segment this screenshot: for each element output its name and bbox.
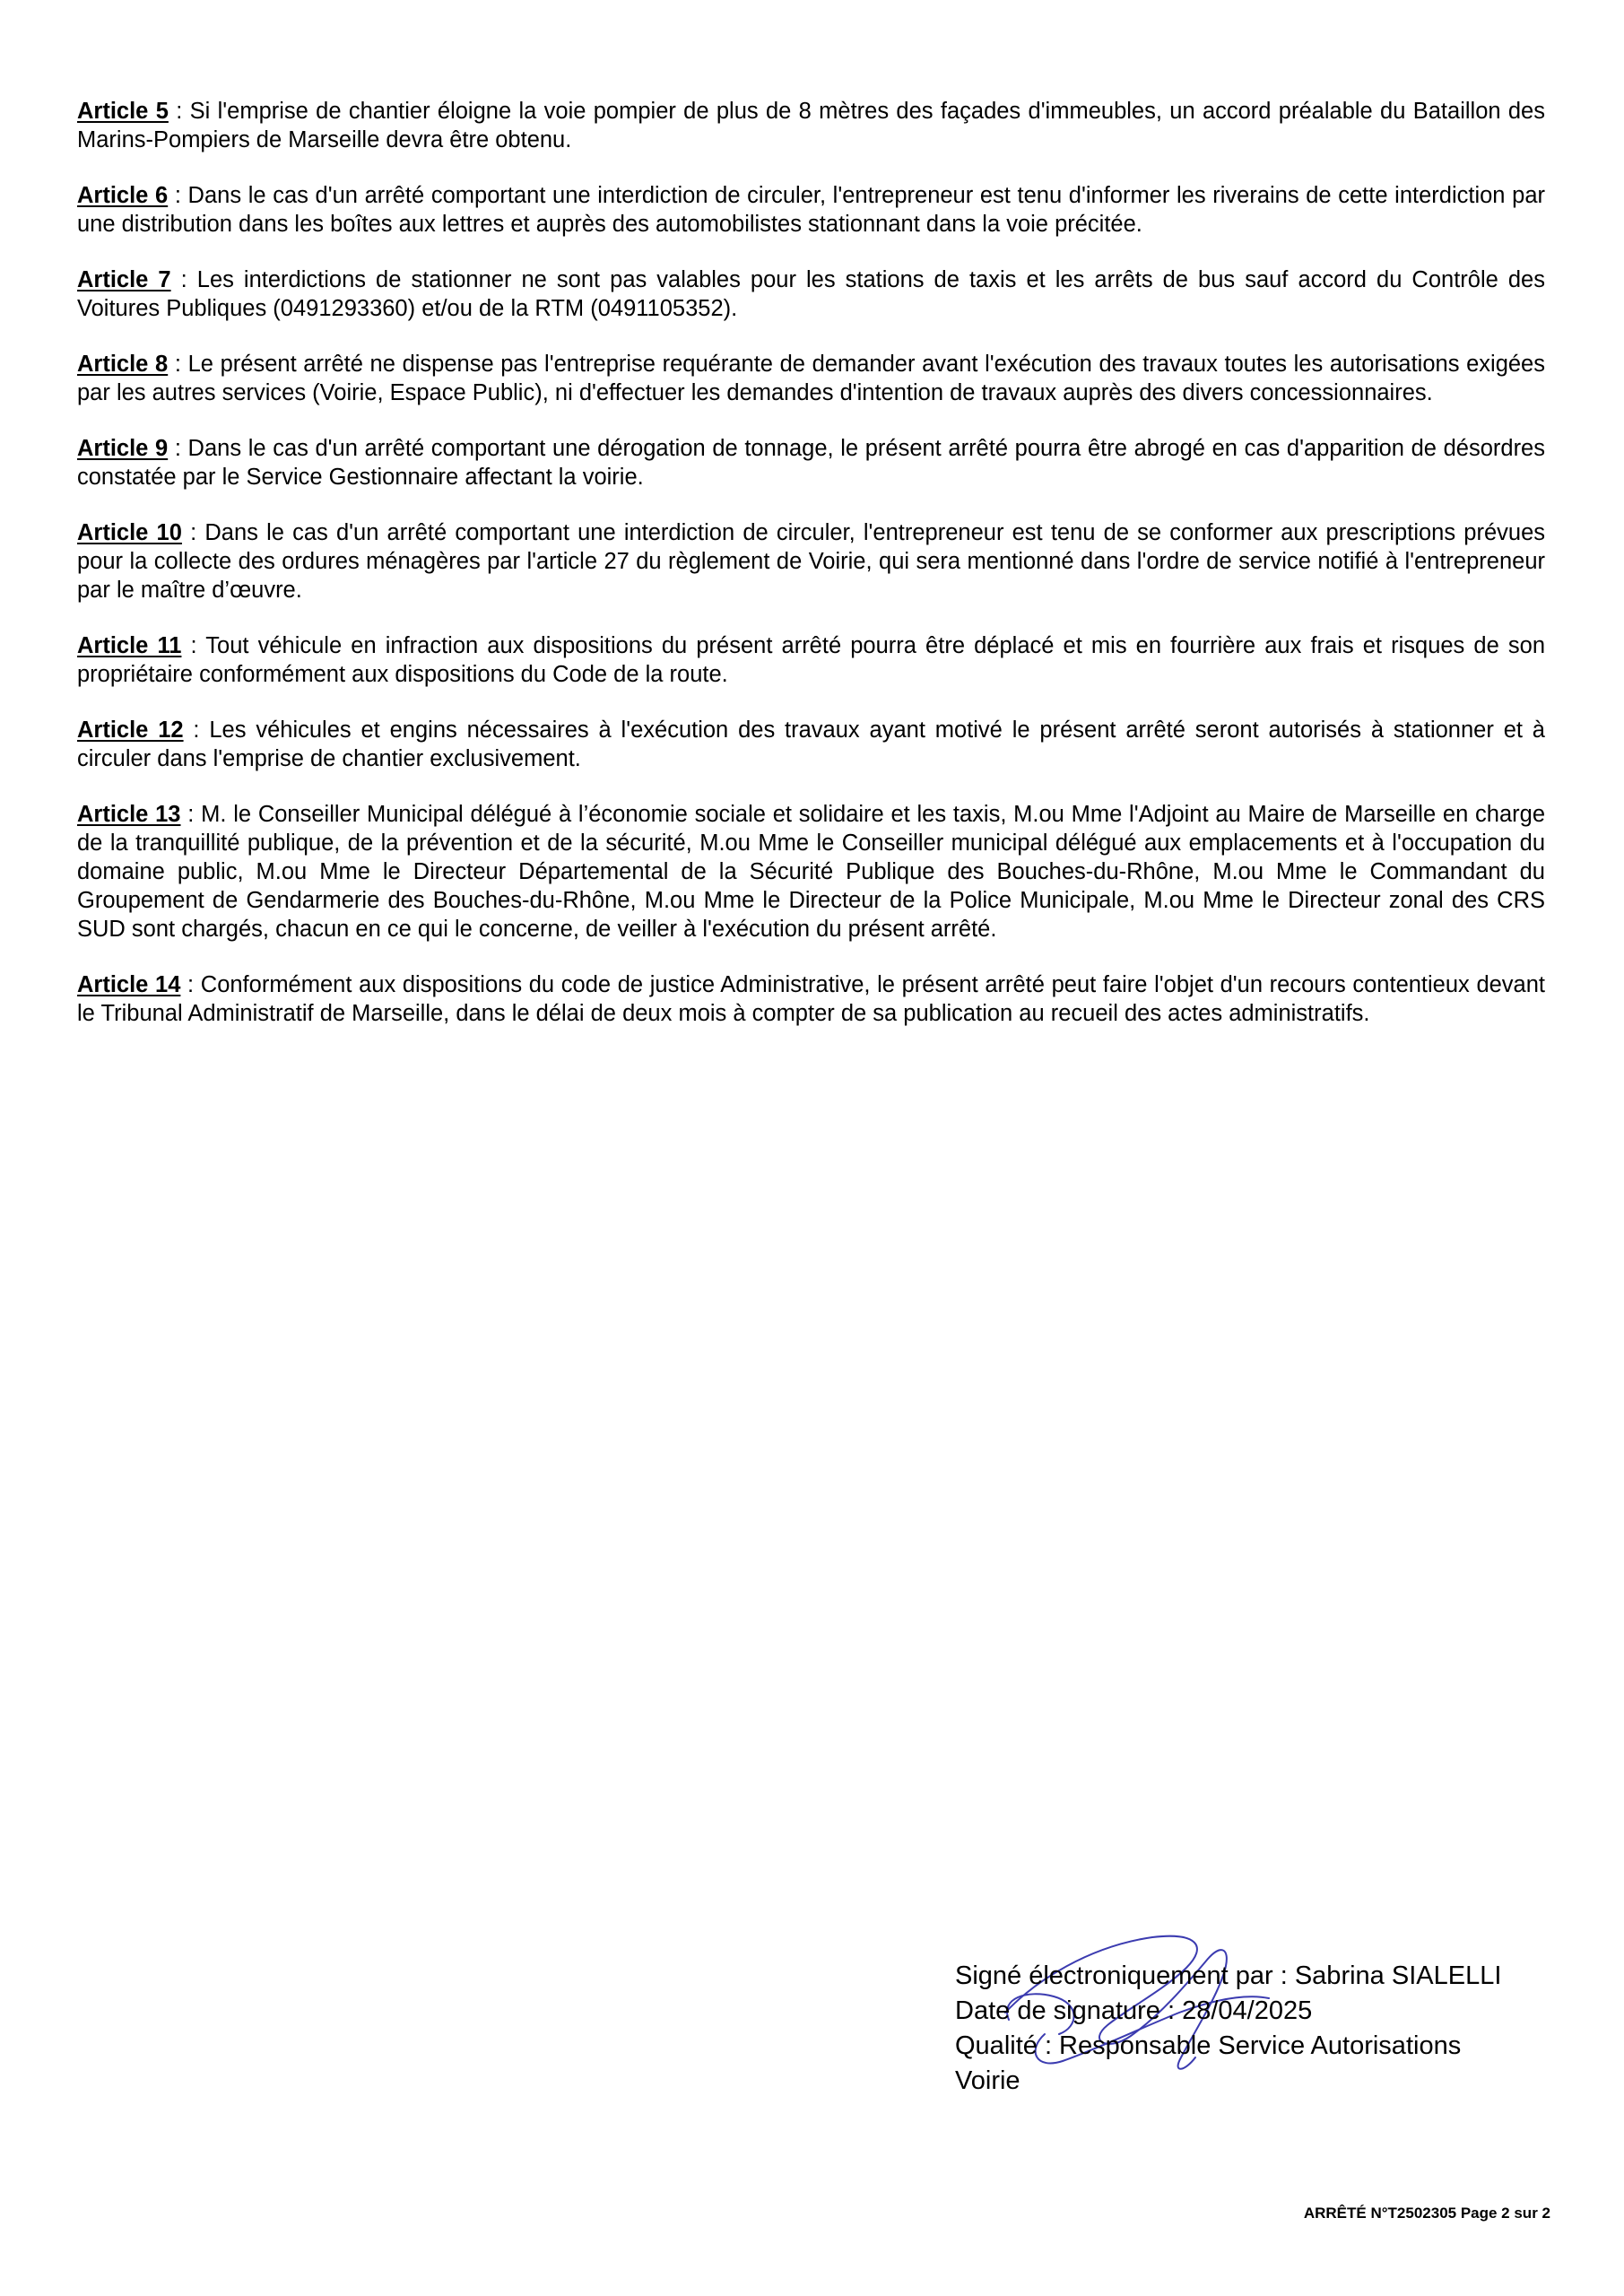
article-label: Article 11	[77, 633, 182, 658]
signatory-quality-line-continued: Voirie	[955, 2066, 1020, 2095]
article-14	[77, 970, 1545, 1028]
article-6	[77, 181, 1545, 239]
page-footer-reference: ARRÊTÉ N°T2502305 Page 2 sur 2	[1303, 2205, 1550, 2222]
signatory-quality-line: Qualité : Responsable Service Autorisations	[955, 2031, 1462, 2060]
article-label: Article 5	[77, 99, 169, 124]
article-text: : M. le Conseiller Municipal délégué à l’économie sociale et solidaire et les taxis, M.ou Mme l'Adjoint au Maire de Marseille en charge de la tranquillité publique, de la prévention et de la sécurité, M.ou Mme le Conseiller municipal délégué aux emplacements et à l'occupation du domaine public, M.ou Mme le Directeur Départemental de la Sécurité Publique des Bouches-du-Rhône, M.ou Mme le Commandant du Groupement de Gendarmerie des Bouches-du-Rhône, M.ou Mme le Directeur de la Police Municipale, M.ou Mme le Directeur zonal des CRS SUD sont chargés, chacun en ce qui le concerne, de veiller à l'exécution du présent arrêté.	[77, 802, 1545, 942]
article-label: Article 6	[77, 183, 169, 208]
articles-section	[77, 97, 1545, 1055]
article-5	[77, 97, 1545, 154]
article-10	[77, 518, 1545, 604]
article-label: Article 10	[77, 520, 182, 545]
article-11	[77, 631, 1545, 689]
article-text: : Tout véhicule en infraction aux dispositions du présent arrêté pourra être déplacé et mis en fourrière aux frais et risques de son propriétaire conformément aux dispositions du Code de la route.	[77, 633, 1546, 687]
article-text: : Les interdictions de stationner ne sont pas valables pour les stations de taxis et les arrêts de bus sauf accord du Contrôle des Voitures Publiques (0491293360) et/ou de la RTM (0491105352).	[77, 267, 1545, 321]
article-text: : Conformément aux dispositions du code de justice Administrative, le présent arrêté peut faire l'objet d'un recours contentieux devant le Tribunal Administratif de Marseille, dans le délai de deux mois à compter de sa publication au recueil des actes administratifs.	[77, 972, 1546, 1026]
article-text: : Le présent arrêté ne dispense pas l'entreprise requérante de demander avant l'exécution des travaux toutes les autorisations exigées par les autres services (Voirie, Espace Public), ni d'effectuer les demandes d'intention de travaux auprès des divers concessionnaires.	[77, 352, 1545, 405]
signature-block	[955, 1959, 1583, 2099]
article-text: : Dans le cas d'un arrêté comportant une dérogation de tonnage, le présent arrêté pourra être abrogé en cas d'apparition de désordres constatée par le Service Gestionnaire affectant la voirie.	[77, 436, 1545, 490]
article-label: Article 8	[77, 352, 169, 377]
article-12	[77, 716, 1545, 773]
article-label: Article 13	[77, 802, 181, 827]
signed-by-line: Signé électroniquement par : Sabrina SIALELLI	[955, 1961, 1502, 1990]
article-text: : Si l'emprise de chantier éloigne la voie pompier de plus de 8 mètres des façades d'immeubles, un accord préalable du Bataillon des Marins-Pompiers de Marseille devra être obtenu.	[77, 99, 1545, 152]
article-text: : Les véhicules et engins nécessaires à l'exécution des travaux ayant motivé le présent arrêté seront autorisés à stationner et à circuler dans l'emprise de chantier exclusivement.	[77, 718, 1545, 771]
article-13	[77, 800, 1545, 944]
article-8	[77, 350, 1545, 407]
article-7	[77, 265, 1545, 323]
article-text: : Dans le cas d'un arrêté comportant une interdiction de circuler, l'entrepreneur est tenu de se conformer aux prescriptions prévues pour la collecte des ordures ménagères par l'article 27 du règlement de Voirie, qui sera mentionné dans l'ordre de service notifié à l'entrepreneur par le maître d’œuvre.	[77, 520, 1546, 603]
article-label: Article 9	[77, 436, 169, 461]
signature-date-line: Date de signature : 28/04/2025	[955, 1996, 1313, 2025]
article-label: Article 7	[77, 267, 171, 292]
article-text: : Dans le cas d'un arrêté comportant une interdiction de circuler, l'entrepreneur est tenu d'informer les riverains de cette interdiction par une distribution dans les boîtes aux lettres et auprès des automobilistes stationnant dans la voie précitée.	[77, 183, 1545, 237]
article-label: Article 12	[77, 718, 184, 743]
article-label: Article 14	[77, 972, 181, 997]
article-9	[77, 434, 1545, 491]
